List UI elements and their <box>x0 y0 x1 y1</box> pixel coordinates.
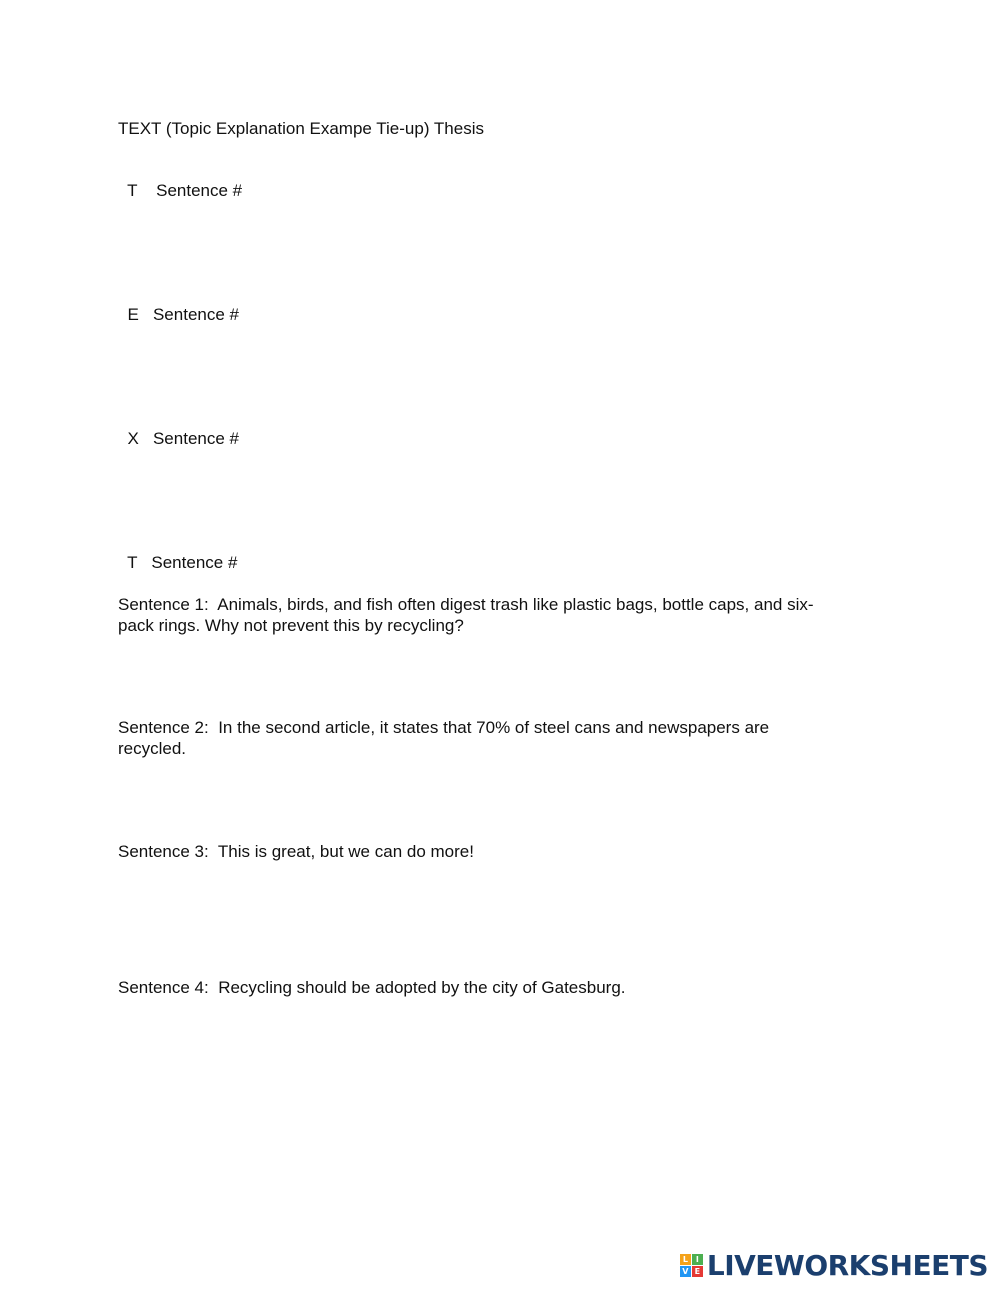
row-e <box>118 283 239 325</box>
row-letter: T <box>127 553 138 572</box>
logo-block: I <box>692 1254 703 1265</box>
sentence-text: In the second article, it states that 70% of steel cans and newspapers are recycled. <box>118 718 770 758</box>
sentence-text: Animals, birds, and fish often digest trash like plastic bags, bottle caps, and six-pack rings. Why not prevent this by recycling? <box>118 595 814 635</box>
row-letter: X <box>127 429 139 448</box>
logo-text: LIVEWORKSHEETS <box>706 1249 988 1282</box>
row-label: Sentence # <box>151 553 238 572</box>
row-label: Sentence # <box>152 429 239 448</box>
row-t-1 <box>118 159 242 201</box>
worksheet-title: TEXT (Topic Explanation Exampe Tie-up) Thesis <box>118 119 484 138</box>
sentence-label: Sentence 1: <box>118 595 209 614</box>
sentence-1 <box>118 594 838 636</box>
sentence-4 <box>118 977 838 998</box>
row-letter: E <box>127 305 139 324</box>
row-label: Sentence # <box>156 181 243 200</box>
sentence-label: Sentence 3: <box>118 842 209 861</box>
sentence-label: Sentence 2: <box>118 718 209 737</box>
logo-blocks-icon <box>680 1254 703 1277</box>
sentence-text: Recycling should be adopted by the city of Gatesburg. <box>218 978 626 997</box>
row-t-2 <box>118 531 237 573</box>
sentence-text: This is great, but we can do more! <box>217 842 474 861</box>
row-label: Sentence # <box>152 305 239 324</box>
sentence-2 <box>118 717 838 759</box>
logo-block: L <box>680 1254 691 1265</box>
row-letter: T <box>127 181 138 200</box>
logo-block: E <box>692 1266 703 1277</box>
logo-block: V <box>680 1266 691 1277</box>
sentence-label: Sentence 4: <box>118 978 209 997</box>
row-x <box>118 407 239 449</box>
sentence-3 <box>118 841 838 862</box>
liveworksheets-logo <box>680 1249 988 1282</box>
